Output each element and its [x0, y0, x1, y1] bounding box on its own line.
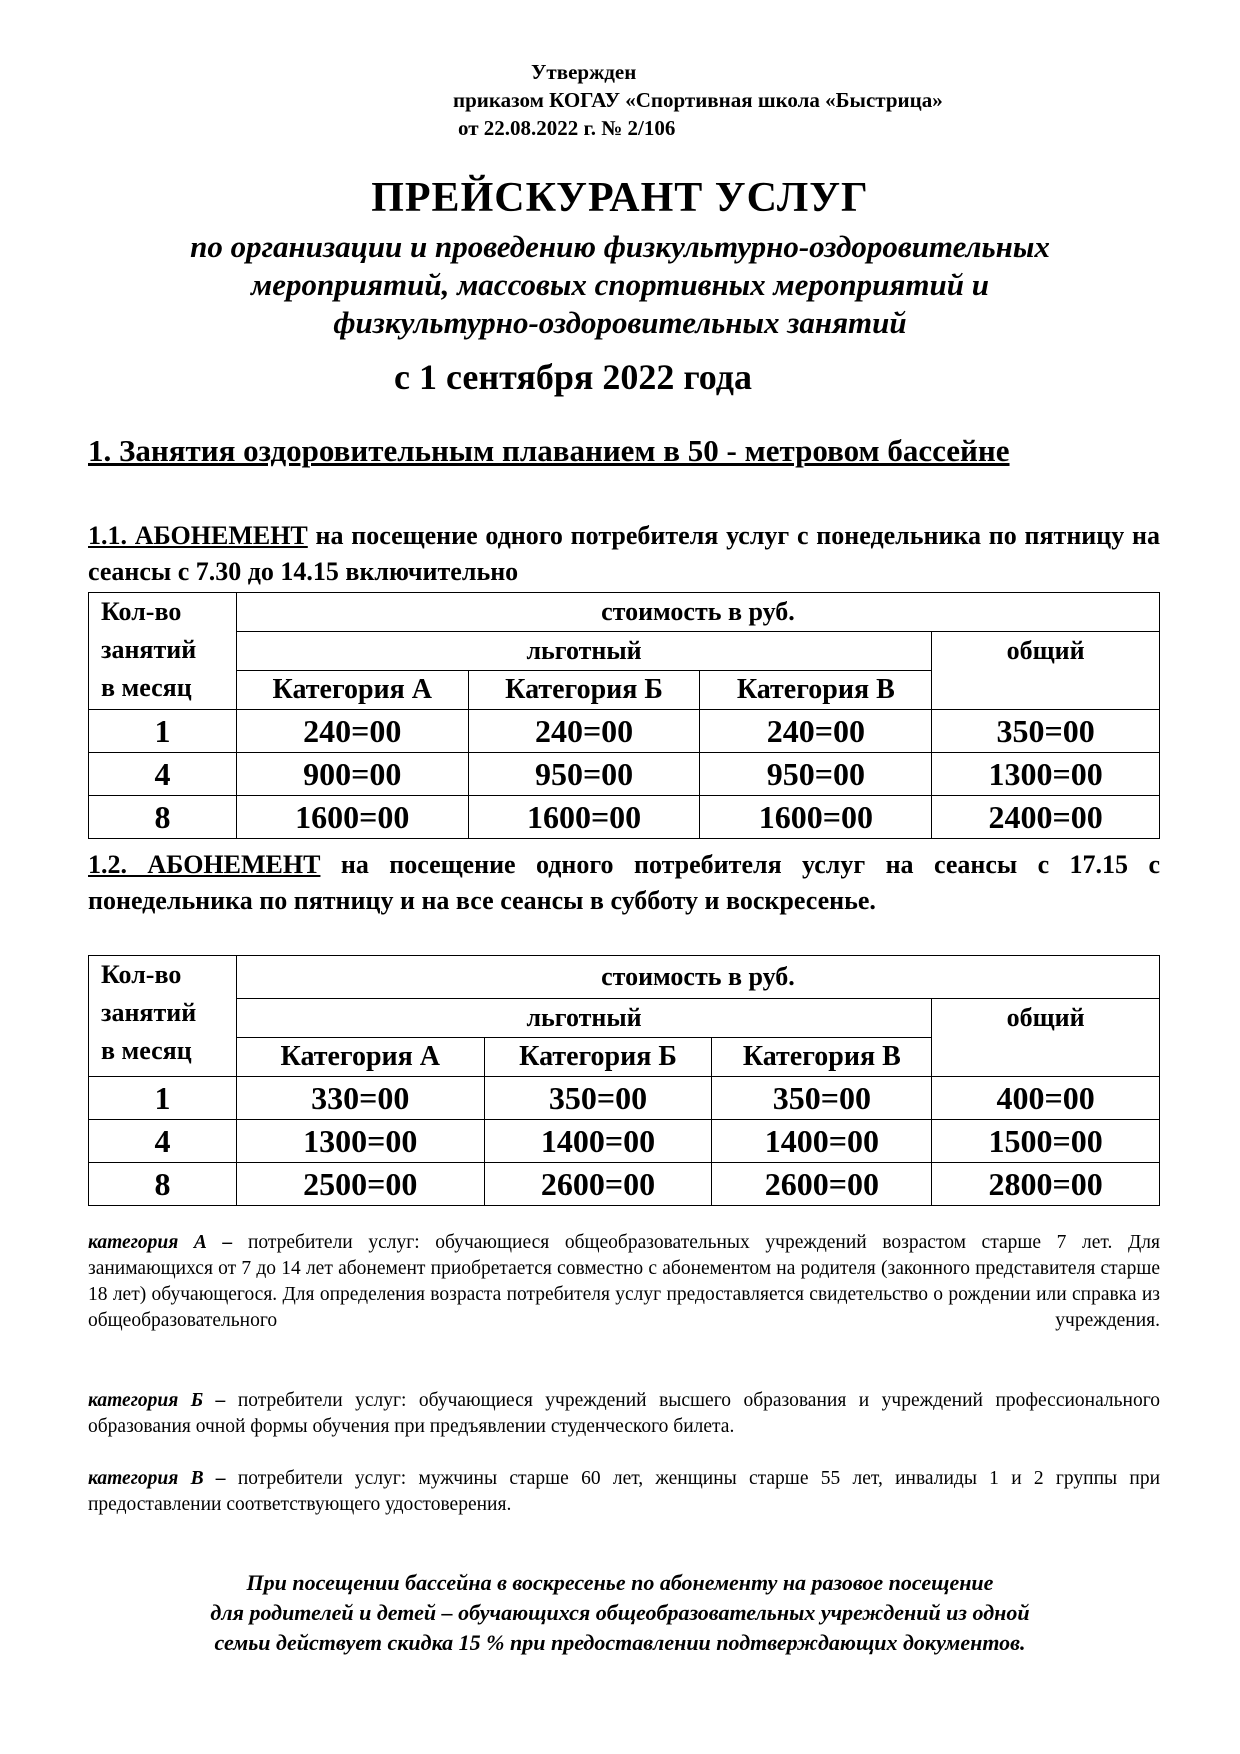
note-a-label: категория А – [88, 1232, 233, 1253]
note-a-text-end: общеобразовательного учреждения. [88, 1310, 1160, 1331]
table-row [89, 1120, 1160, 1163]
general-header: общий [932, 632, 1160, 710]
table-row [89, 753, 1160, 796]
price-cell-c: 950=00 [700, 753, 932, 796]
note-b-label: категория Б – [88, 1390, 226, 1411]
effective-date: с 1 сентября 2022 года [394, 357, 752, 397]
note-c-text: потребители услуг: мужчины старше 60 лет, женщины старше 55 лет, инвалиды 1 и 2 группы при предоставлении соответствующего удостоверения. [88, 1468, 1160, 1515]
price-table-1 [88, 592, 1160, 839]
cost-header: стоимость в руб. [236, 956, 1159, 999]
price-cell-b: 240=00 [468, 710, 700, 753]
cost-header: стоимость в руб. [236, 593, 1159, 632]
subtitle-line-3: физкультурно-оздоровительных занятий [333, 305, 907, 340]
price-cell-general: 2800=00 [932, 1163, 1160, 1206]
qty-header-line-1: Кол-во [101, 960, 182, 989]
price-cell-a: 240=00 [236, 710, 468, 753]
table-row [89, 1077, 1160, 1120]
approval-line-1: Утвержден [531, 60, 637, 84]
price-cell-b: 350=00 [484, 1077, 712, 1120]
qty-cell: 1 [89, 710, 237, 753]
qty-header [89, 593, 237, 710]
subsection-1-1-text: на посещение одного потребителя услуг с понедельника по пятницу на сеансы с 7.30 до 14.15 включительно [88, 521, 1160, 586]
table-row [89, 710, 1160, 753]
table-row [89, 796, 1160, 839]
cat-c-header: Категория В [712, 1038, 932, 1077]
qty-header-line-2: занятий [101, 635, 197, 664]
approval-line-2: приказом КОГАУ «Спортивная школа «Быстрица» [453, 88, 943, 112]
subsection-1-2-text: на посещение одного потребителя услуг на сеансы с 17.15 с понедельника по пятницу и на все сеансы в субботу и воскресенье. [88, 850, 1160, 915]
cat-b-header: Категория Б [468, 671, 700, 710]
footer-line-2: для родителей и детей – обучающихся общеобразовательных учреждений из одной [210, 1600, 1030, 1625]
price-table-2 [88, 955, 1160, 1206]
price-cell-a: 1600=00 [236, 796, 468, 839]
subsection-1-2 [88, 847, 1160, 919]
price-cell-a: 900=00 [236, 753, 468, 796]
note-category-c [88, 1466, 1160, 1518]
price-cell-general: 2400=00 [932, 796, 1160, 839]
qty-cell: 1 [89, 1077, 237, 1120]
qty-header-line-2: занятий [101, 998, 197, 1027]
subsection-1-2-label: 1.2. АБОНЕМЕНТ [88, 850, 321, 879]
footer-line-3: семьи действует скидка 15 % при предоставлении подтверждающих документов. [214, 1630, 1026, 1655]
cat-c-header: Категория В [700, 671, 932, 710]
price-cell-general: 400=00 [932, 1077, 1160, 1120]
qty-header-line-3: в месяц [101, 673, 192, 702]
price-cell-c: 2600=00 [712, 1163, 932, 1206]
section-1-title: 1. Занятия оздоровительным плаванием в 50 - метровом бассейне [88, 433, 1010, 468]
cat-a-header: Категория А [236, 671, 468, 710]
price-cell-a: 2500=00 [236, 1163, 484, 1206]
general-header: общий [932, 999, 1160, 1077]
qty-header-line-3: в месяц [101, 1036, 192, 1065]
price-cell-c: 1600=00 [700, 796, 932, 839]
price-cell-c: 1400=00 [712, 1120, 932, 1163]
price-cell-b: 1600=00 [468, 796, 700, 839]
price-cell-a: 330=00 [236, 1077, 484, 1120]
subtitle-line-1: по организации и проведению физкультурно-оздоровительных [190, 229, 1050, 264]
note-b-text: потребители услуг: обучающиеся учреждений высшего образования и учреждений профессионального образования очной формы обучения при предъявлении студенческого билета. [88, 1390, 1160, 1437]
qty-header [89, 956, 237, 1077]
footer-line-1: При посещении бассейна в воскресенье по абонементу на разовое посещение [246, 1570, 994, 1595]
subsection-1-1-label: 1.1. АБОНЕМЕНТ [88, 521, 308, 550]
price-cell-b: 1400=00 [484, 1120, 712, 1163]
price-cell-a: 1300=00 [236, 1120, 484, 1163]
approval-line-3: от 22.08.2022 г. № 2/106 [458, 116, 676, 140]
price-cell-c: 240=00 [700, 710, 932, 753]
document-title: ПРЕЙСКУРАНТ УСЛУГ [371, 175, 869, 221]
price-cell-general: 350=00 [932, 710, 1160, 753]
note-category-a [88, 1230, 1160, 1334]
table-row [89, 1163, 1160, 1206]
discount-footer [60, 1568, 1180, 1658]
price-cell-c: 350=00 [712, 1077, 932, 1120]
note-c-label: категория В – [88, 1468, 226, 1489]
price-cell-general: 1500=00 [932, 1120, 1160, 1163]
subsection-1-1 [88, 518, 1160, 590]
discount-header: льготный [236, 999, 931, 1038]
price-cell-general: 1300=00 [932, 753, 1160, 796]
subtitle-line-2: мероприятий, массовых спортивных мероприятий и [251, 267, 989, 302]
cat-b-header: Категория Б [484, 1038, 712, 1077]
price-cell-b: 2600=00 [484, 1163, 712, 1206]
note-category-b [88, 1388, 1160, 1440]
price-cell-b: 950=00 [468, 753, 700, 796]
qty-header-line-1: Кол-во [101, 597, 182, 626]
cat-a-header: Категория А [236, 1038, 484, 1077]
discount-header: льготный [236, 632, 931, 671]
qty-cell: 4 [89, 1120, 237, 1163]
note-a-text: потребители услуг: обучающиеся общеобразовательных учреждений возрастом старше 7 лет. Для занимающихся от 7 до 14 лет абонемент приобретается совместно с абонементом на родителя (законного представителя старше 18 лет) обучающегося. Для определения возраста потребителя услуг предоставляется свидетельство о рождении или справка из [88, 1232, 1160, 1305]
qty-cell: 4 [89, 753, 237, 796]
qty-cell: 8 [89, 1163, 237, 1206]
qty-cell: 8 [89, 796, 237, 839]
document-subtitle [60, 228, 1180, 342]
